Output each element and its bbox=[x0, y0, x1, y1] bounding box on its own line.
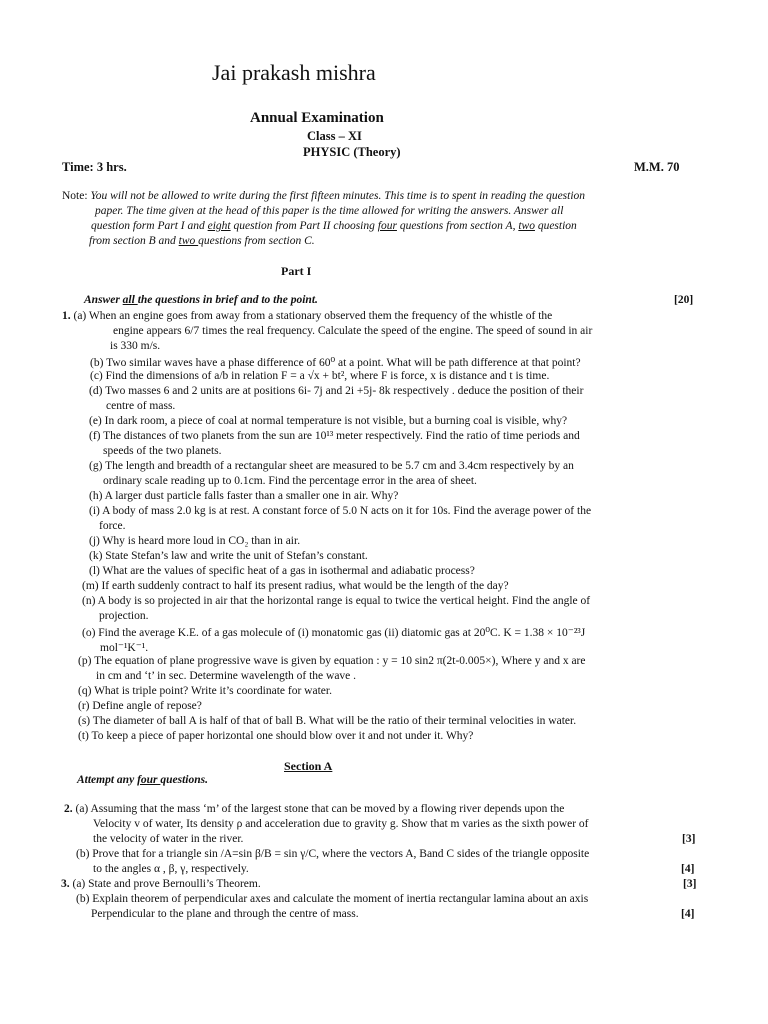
question-1r: (r) Define angle of repose? bbox=[78, 700, 202, 712]
part1-instruction: Answer all the questions in brief and to the point. bbox=[84, 294, 318, 306]
question-1b: (b) Two similar waves have a phase difference of 60⁰ at a point. What will be path difference at that point? bbox=[90, 357, 581, 369]
question-1d-line-1: (d) Two masses 6 and 2 units are at positions 6i- 7j and 2i +5j- 8k respectively . deduce the position of their bbox=[89, 385, 584, 397]
question-3a: 3. (a) State and prove Bernoulli’s Theorem. bbox=[61, 878, 261, 890]
question-1o-line-1: (o) Find the average K.E. of a gas molecule of (i) monatomic gas (ii) diatomic gas at 20⁰C. K = 1.38 × 10⁻²³J bbox=[82, 627, 586, 639]
question-2b-line-2: to the angles α , β, γ, respectively. bbox=[93, 863, 249, 875]
note-line-1: Note: You will not be allowed to write during the first fifteen minutes. This time is to spent in reading the question bbox=[62, 190, 586, 202]
question-2a-marks: [3] bbox=[682, 833, 696, 845]
question-1g-line-1: (g) The length and breadth of a rectangular sheet are measured to be 5.7 cm and 3.4cm respectively by an bbox=[89, 460, 574, 472]
question-1p-line-1: (p) The equation of plane progressive wave is given by equation : y = 10 sin2 π(2t-0.005×), Where y and x are bbox=[78, 655, 586, 667]
part1-marks: [20] bbox=[674, 294, 694, 306]
question-1j: (j) Why is heard more loud in CO₂ than in air. bbox=[89, 535, 301, 547]
question-1q: (q) What is triple point? Write it’s coordinate for water. bbox=[78, 685, 332, 697]
section-a-heading: Section A bbox=[284, 759, 333, 773]
question-2b-marks: [4] bbox=[681, 863, 695, 875]
note-label: Note bbox=[62, 190, 85, 202]
note-line-3: question form Part I and eight question from Part II choosing four questions from section A, two question bbox=[91, 220, 577, 232]
question-1o-line-2: mol⁻¹K⁻¹. bbox=[100, 642, 149, 654]
question-2a-line-2: Velocity v of water, Its density ρ and acceleration due to gravity g. Show that m varies as the sixth power of bbox=[93, 818, 589, 830]
note-line-4: from section B and two questions from section C. bbox=[89, 235, 315, 247]
question-1g-line-2: ordinary scale reading up to 0.1cm. Find the percentage error in the area of sheet. bbox=[103, 475, 477, 487]
question-1l: (l) What are the values of specific heat of a gas in isothermal and adiabatic process? bbox=[89, 565, 475, 577]
question-1t: (t) To keep a piece of paper horizontal one should blow over it and not under it. Why? bbox=[78, 730, 474, 742]
question-3a-marks: [3] bbox=[683, 878, 697, 890]
question-1n-line-1: (n) A body is so projected in air that the horizontal range is equal to twice the vertical height. Find the angle of bbox=[82, 595, 591, 607]
question-1c: (c) Find the dimensions of a/b in relation F = a √x + bt², where F is force, x is distance and t is time. bbox=[90, 370, 550, 382]
question-2b-line-1: (b) Prove that for a triangle sin /A=sin β/B = sin γ/C, where the vectors A, Band C sides of the triangle opposite bbox=[76, 848, 590, 860]
note-text-1: You will not be allowed to write during the first fifteen minutes. This time is to spent in reading the question bbox=[90, 190, 586, 202]
max-marks: M.M. 70 bbox=[634, 160, 680, 174]
question-1a-line-2: engine appears 6/7 times the real frequency. Calculate the speed of the engine. The speed of sound in air bbox=[113, 325, 593, 337]
question-1p-line-2: in cm and ‘t’ in sec. Determine wavelength of the wave . bbox=[96, 670, 357, 682]
question-3b-marks: [4] bbox=[681, 908, 695, 920]
question-2a-line-3: the velocity of water in the river. bbox=[93, 833, 244, 845]
time-label: Time: 3 hrs. bbox=[62, 160, 127, 174]
question-1m: (m) If earth suddenly contract to half its present radius, what would be the length of the day? bbox=[82, 580, 509, 592]
question-1i-line-1: (i) A body of mass 2.0 kg is at rest. A constant force of 5.0 N acts on it for 10s. Find the average power of the bbox=[89, 505, 592, 517]
question-1f-line-2: speeds of the two planets. bbox=[103, 445, 222, 457]
question-3b-line-2: Perpendicular to the plane and through the centre of mass. bbox=[91, 908, 359, 920]
author-name: Jai prakash mishra bbox=[212, 60, 376, 85]
question-1k: (k) State Stefan’s law and write the unit of Stefan’s constant. bbox=[89, 550, 368, 562]
question-1d-line-2: centre of mass. bbox=[106, 400, 176, 412]
question-3b-line-1: (b) Explain theorem of perpendicular axes and calculate the moment of inertia rectangular lamina about an axis bbox=[76, 893, 589, 905]
question-2a-line-1: 2. (a) Assuming that the mass ‘m’ of the largest stone that can be moved by a flowing river depends upon the bbox=[64, 803, 565, 815]
part1-heading: Part I bbox=[281, 264, 312, 278]
question-1f-line-1: (f) The distances of two planets from the sun are 10¹³ meter respectively. Find the ratio of time periods and bbox=[89, 430, 580, 442]
question-1a-line-1: 1. (a) When an engine goes from away from a stationary observed them the frequency of the whistle of the bbox=[62, 310, 553, 322]
question-1h: (h) A larger dust particle falls faster than a smaller one in air. Why? bbox=[89, 490, 399, 502]
subject-label: PHYSIC (Theory) bbox=[303, 145, 401, 159]
question-1s: (s) The diameter of ball A is half of that of ball B. What will be the ratio of their terminal velocities in water. bbox=[78, 715, 577, 727]
note-line-2: paper. The time given at the head of this paper is the time allowed for writing the answers. Answer all bbox=[95, 205, 564, 217]
question-1e: (e) In dark room, a piece of coal at normal temperature is not visible, but a burning coal is visible, why? bbox=[89, 415, 568, 427]
question-1i-line-2: force. bbox=[99, 520, 126, 532]
section-a-instruction: Attempt any four questions. bbox=[77, 774, 209, 786]
exam-title: Annual Examination bbox=[250, 110, 384, 126]
question-1a-line-3: is 330 m/s. bbox=[110, 340, 161, 352]
question-1n-line-2: projection. bbox=[99, 610, 149, 622]
class-label: Class – XI bbox=[307, 129, 362, 143]
